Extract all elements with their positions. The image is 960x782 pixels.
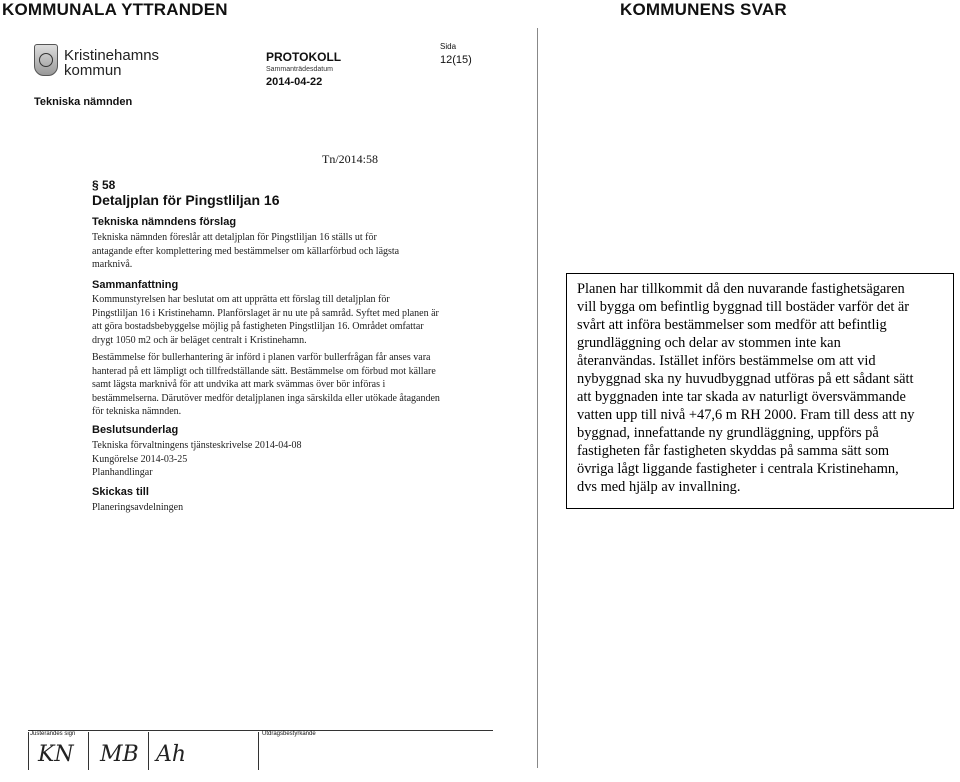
answer-line: återanvändas. Istället införs bestämmelse om att vid (577, 353, 876, 369)
text-line: Kungörelse 2014-03-25 (92, 453, 188, 465)
text-line: att göra bostadsbebyggelse möjlig på fastigheten Pingstliljan 16. Området omfattar (92, 321, 424, 332)
page-number: 12(15) (440, 54, 472, 66)
document-title: Detaljplan för Pingstliljan 16 (92, 192, 280, 208)
answer-line: dvs med hjälp av invallning. (577, 479, 741, 495)
answer-line: grundläggning och delar av stommen inte kan (577, 335, 841, 351)
text-line: bestämmelserna. Därutöver medför detaljplanen inga särskilda eller utökade åtaganden (92, 392, 440, 404)
municipality-line1: Kristinehamns (64, 47, 160, 64)
text-line: för tekniska nämnden. (92, 406, 182, 417)
text-line: marknivå. (92, 259, 133, 270)
signature: KN (38, 742, 74, 767)
answer-line: fastigheten får fastigheten skyddas på samma sätt som (577, 443, 890, 459)
signature: Ah (156, 742, 187, 767)
footer-rule (28, 730, 493, 731)
municipality-name (64, 48, 159, 78)
protocol-title: PROTOKOLL (266, 50, 342, 64)
column-divider (537, 28, 538, 768)
protocol-subtitle: Sammanträdesdatum (266, 66, 333, 73)
municipality-answer-box (566, 273, 954, 509)
footer-separator (88, 732, 89, 770)
page-label: Sida (440, 42, 457, 51)
footer-sign-label: Justerandes sign (30, 731, 76, 737)
answer-line: vatten upp till nivå +47,6 m RH 2000. Fram till dess att ny (577, 407, 915, 423)
proposal-text (92, 231, 399, 272)
header-right: KOMMUNENS SVAR (620, 0, 787, 19)
text-line: samt lägsta marknivå för att undvika att mark svämmas över bör införas i (92, 379, 386, 390)
proposal-heading: Tekniska nämndens förslag (92, 216, 237, 228)
protocol-document (0, 30, 536, 782)
basis-heading: Beslutsunderlag (92, 424, 179, 436)
footer-separator (148, 732, 149, 770)
header-left: KOMMUNALA YTTRANDEN (2, 0, 228, 19)
footer-separator (28, 732, 29, 770)
answer-line: byggnad, innefattande ny grundläggning, uppförs på (577, 425, 879, 441)
answer-line: nybyggnad ska ny huvudbyggnad utföras på ett sådant sätt (577, 371, 914, 387)
sent-to-heading: Skickas till (92, 486, 149, 498)
answer-line: vill bygga om befintlig byggnad till bostäder varför det är (577, 299, 910, 315)
text-line: Tekniska förvaltningens tjänsteskrivelse 2014-04-08 (92, 440, 302, 451)
text-line: drygt 1050 m2 och är beläget centralt i Kristinehamn. (92, 334, 307, 346)
footer-extract-label: Utdragsbestyrkande (262, 731, 316, 737)
text-line: Planhandlingar (92, 467, 153, 478)
text-line: Tekniska nämnden föreslår att detaljplan för Pingstliljan 16 ställs ut för (92, 232, 377, 243)
summary-heading: Sammanfattning (92, 279, 179, 291)
summary-text-2 (92, 351, 440, 419)
text-line: hanterad på ett lämpligt och tillfredställande sätt. Bestämmelse om förbud mot källare (92, 365, 436, 377)
protocol-date: 2014-04-22 (266, 76, 323, 88)
department-name: Tekniska nämnden (34, 96, 133, 108)
basis-list (92, 439, 302, 480)
answer-line: att byggnaden inte tar skada av naturligt översvämmande (577, 389, 906, 405)
coat-of-arms-logo (34, 44, 58, 76)
case-number: Tn/2014:58 (322, 152, 378, 166)
answer-line: svårt att införa bestämmelser som medför att befintlig (577, 317, 887, 333)
summary-text (92, 293, 439, 347)
paragraph-number: § 58 (92, 178, 116, 192)
sent-to-list (92, 501, 183, 515)
text-line: Kommunstyrelsen har beslutat om att upprätta ett förslag till detaljplan för (92, 294, 390, 305)
text-line: Pingstliljan 16 i Kristinehamn. Planförslaget är nu ute på samråd. Syftet med planen är (92, 307, 439, 319)
answer-line: Planen har tillkommit då den nuvarande fastighetsägaren (577, 281, 905, 297)
answer-line: övriga lågt liggande fastigheter i centrala Kristinehamn, (577, 461, 899, 477)
footer-separator (258, 732, 259, 770)
municipality-line2: kommun (64, 62, 122, 79)
text-line: Planeringsavdelningen (92, 502, 184, 513)
signature: MB (100, 742, 139, 767)
text-line: Bestämmelse för bullerhantering är införd i planen varför bullerfrågan får anses vara (92, 352, 431, 363)
text-line: antagande efter komplettering med bestämmelser om källarförbud och lägsta (92, 245, 400, 257)
